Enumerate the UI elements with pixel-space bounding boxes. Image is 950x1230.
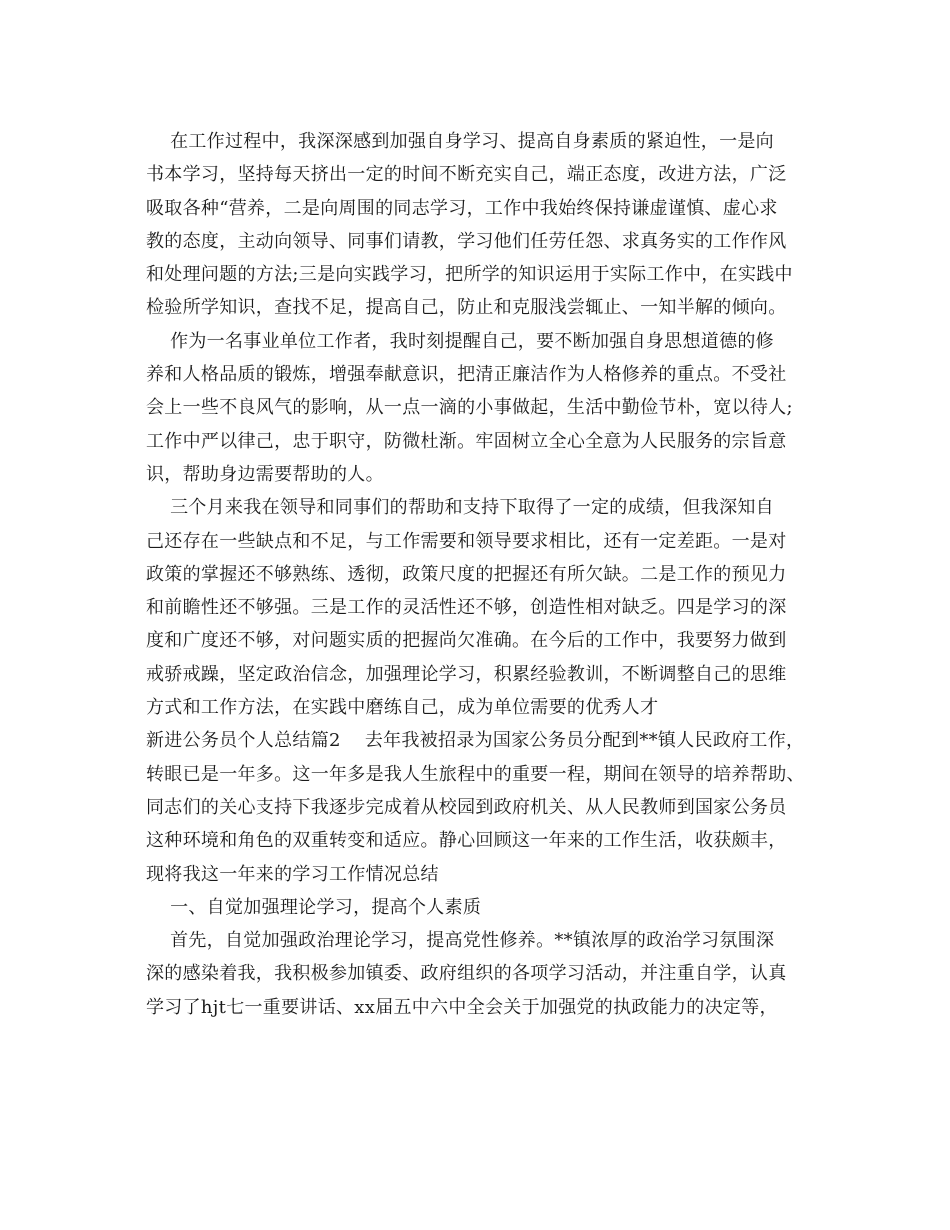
- text-line: 这种环境和角色的双重转变和适应。静心回顾这一年来的工作生活，收获颇丰，: [146, 830, 787, 852]
- text-line: 己还存在一些缺点和不足，与工作需要和领导要求相比，还有一定差距。一是对: [146, 530, 787, 552]
- text-line: 吸取各种“营养，二是向周围的同志学习，工作中我始终保持谦虚谨慎、虚心求: [146, 197, 778, 219]
- text-line: 深的感染着我，我积极参加镇委、政府组织的各项学习活动，并注重自学，认真: [146, 963, 787, 985]
- text-line: 学习了hjt七一重要讲话、xx届五中六中全会关于加强党的执政能力的决定等，: [146, 996, 778, 1018]
- text-line: 同志们的关心支持下我逐步完成着从校园到政府机关、从人民教师到国家公务员: [146, 796, 787, 818]
- text-line: 书本学习，坚持每天挤出一定的时间不断充实自己，端正态度，改进方法，广泛: [146, 164, 787, 186]
- text-line: 现将我这一年来的学习工作情况总结: [146, 863, 439, 885]
- document-body: [146, 125, 826, 1024]
- text-line: 会上一些不良风气的影响，从一点一滴的小事做起，生活中勤俭节朴，宽以待人;: [146, 397, 793, 419]
- text-line: 方式和工作方法，在实践中磨练自己，成为单位需要的优秀人才: [146, 697, 659, 719]
- text-line: 首先，自觉加强政治理论学习，提高党性修养。**镇浓厚的政治学习氛围深: [146, 930, 775, 952]
- text-line: 和处理问题的方法;三是向实践学习，把所学的知识运用于实际工作中，在实践中: [146, 264, 793, 286]
- text-line: 教的态度，主动向领导、同事们请教，学习他们任劳任怨、求真务实的工作作风: [146, 230, 787, 252]
- text-line: 一、自觉加强理论学习，提高个人素质: [146, 896, 482, 918]
- text-line: 作为一名事业单位工作者，我时刻提醒自己，要不断加强自身思想道德的修: [146, 330, 774, 352]
- text-line: 和前瞻性还不够强。三是工作的灵活性还不够，创造性相对缺乏。四是学习的深: [146, 597, 787, 619]
- text-line: 戒骄戒躁，坚定政治信念，加强理论学习，积累经验教训，不断调整自己的思维: [146, 663, 787, 685]
- text-line: 政策的掌握还不够熟练、透彻，政策尺度的把握还有所欠缺。二是工作的预见力: [146, 563, 787, 585]
- text-line: 三个月来我在领导和同事们的帮助和支持下取得了一定的成绩，但我深知自: [146, 497, 774, 519]
- text-line: 养和人格品质的锻炼，增强奉献意识，把清正廉洁作为人格修养的重点。不受社: [146, 364, 787, 386]
- text-line: 工作中严以律己，忠于职守，防微杜渐。牢固树立全心全意为人民服务的宗旨意: [146, 430, 787, 452]
- text-line: 转眼已是一年多。这一年多是我人生旅程中的重要一程，期间在领导的培养帮助、: [146, 763, 805, 785]
- text-line: 新进公务员个人总结篇2 去年我被招录为国家公务员分配到**镇人民政府工作，: [146, 730, 805, 752]
- text-line: 度和广度还不够，对问题实质的把握尚欠准确。在今后的工作中，我要努力做到: [146, 630, 787, 652]
- text-line: 在工作过程中，我深深感到加强自身学习、提高自身素质的紧迫性，一是向: [146, 131, 774, 152]
- text-line: 检验所学知识，查找不足，提高自己，防止和克服浅尝辄止、一知半解的倾向。: [146, 297, 787, 319]
- text-line: 识，帮助身边需要帮助的人。: [146, 463, 384, 485]
